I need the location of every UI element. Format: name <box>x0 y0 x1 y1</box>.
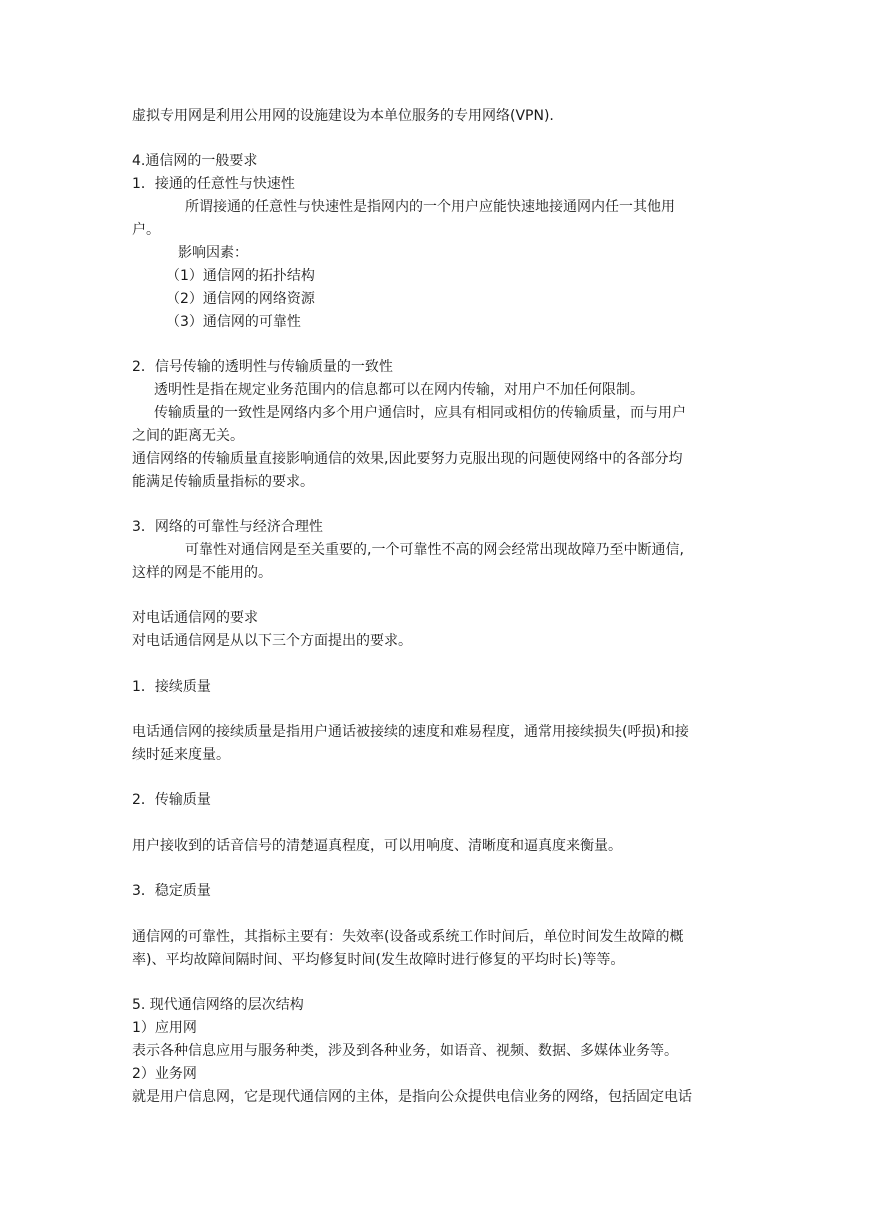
subheading-transparency-consistency: 2．信号传输的透明性与传输质量的一致性 <box>132 359 393 375</box>
paragraph-transmission-quality-cont: 能满足传输质量指标的要求。 <box>132 474 314 490</box>
list-item-reliability: （3）通信网的可靠性 <box>166 314 301 330</box>
paragraph-telephone-intro: 对电话通信网是从以下三个方面提出的要求。 <box>132 633 412 649</box>
paragraph-connection-quality-cont: 续时延来度量。 <box>132 747 230 763</box>
subheading-service-network: 2）业务网 <box>132 1066 197 1082</box>
list-item-topology: （1）通信网的拓扑结构 <box>166 268 315 284</box>
paragraph-connection-quality: 电话通信网的接续质量是指用户通话被接续的速度和难易程度，通常用接续损失(呼损)和接 <box>132 724 689 740</box>
paragraph-consistency-cont: 之间的距离无关。 <box>132 428 244 444</box>
paragraph-stability: 通信网的可靠性，其指标主要有：失效率(设备或系统工作时间后，单位时间发生故障的概 <box>132 929 684 945</box>
subheading-transmission-quality: 2．传输质量 <box>132 792 211 808</box>
paragraph-connection-definition-cont: 户。 <box>132 222 160 238</box>
paragraph-transmission-quality: 通信网络的传输质量直接影响通信的效果,因此要努力克服出现的问题使网络中的各部分均 <box>132 451 683 467</box>
paragraph-reliability: 可靠性对通信网是至关重要的,一个可靠性不高的网会经常出现故障乃至中断通信, <box>185 542 684 558</box>
paragraph-connection-definition: 所谓接通的任意性与快速性是指网内的一个用户应能快速地接通网内任一其他用 <box>185 199 675 215</box>
list-item-network-resources: （2）通信网的网络资源 <box>166 291 315 307</box>
subheading-connection-quality: 1．接续质量 <box>132 679 211 695</box>
paragraph-service-network: 就是用户信息网，它是现代通信网的主体，是指向公众提供电信业务的网络，包括固定电话 <box>132 1089 692 1105</box>
subheading-reliability-economy: 3．网络的可靠性与经济合理性 <box>132 519 323 535</box>
paragraph-transparency: 透明性是指在规定业务范围内的信息都可以在网内传输，对用户不加任何限制。 <box>154 382 644 398</box>
section-heading-general-requirements: 4.通信网的一般要求 <box>132 153 258 169</box>
paragraph-voice-clarity: 用户接收到的话音信号的清楚逼真程度，可以用响度、清晰度和逼真度来衡量。 <box>132 838 622 854</box>
paragraph-consistency: 传输质量的一致性是网络内多个用户通信时，应具有相同或相仿的传输质量，而与用户 <box>154 405 686 421</box>
paragraph-reliability-cont: 这样的网是不能用的。 <box>132 565 272 581</box>
subheading-connection-arbitrariness: 1．接通的任意性与快速性 <box>132 176 295 192</box>
subheading-stability-quality: 3．稳定质量 <box>132 883 211 899</box>
section-heading-layered-structure: 5. 现代通信网络的层次结构 <box>132 997 304 1013</box>
subheading-application-network: 1）应用网 <box>132 1020 197 1036</box>
paragraph-stability-cont: 率)、平均故障间隔时间、平均修复时间(发生故障时进行修复的平均时长)等等。 <box>132 952 625 968</box>
section-heading-telephone-requirements: 对电话通信网的要求 <box>132 610 258 626</box>
paragraph-vpn-definition: 虚拟专用网是利用公用网的设施建设为本单位服务的专用网络(VPN). <box>132 108 554 124</box>
paragraph-application-network: 表示各种信息应用与服务种类，涉及到各种业务，如语音、视频、数据、多媒体业务等。 <box>132 1043 678 1059</box>
label-influence-factors: 影响因素： <box>178 245 248 261</box>
